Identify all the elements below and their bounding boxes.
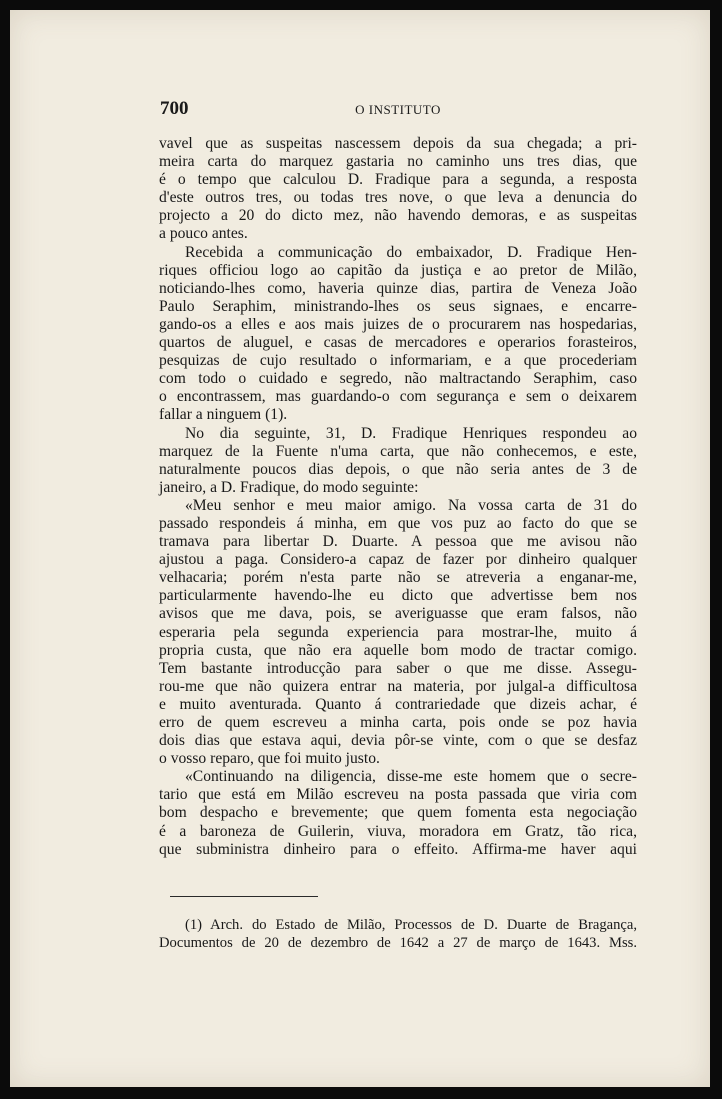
text-line: o encontrassem, mas guardando-o com segurança e sem o deixarem xyxy=(159,388,637,406)
text-line: Paulo Seraphim, ministrando-lhes os seus signaes, e encarre- xyxy=(159,297,637,315)
text-line: esperaria pela segunda experiencia para mostrar-lhe, muito á xyxy=(159,623,637,641)
text-line: velhacaria; porém n'esta parte não se atreveria a enganar-me, xyxy=(159,569,637,587)
book-page xyxy=(10,10,710,1087)
running-title: O INSTITUTO xyxy=(355,102,441,117)
text-line: que subministra dinheiro para o effeito. Affirma-me haver aqui xyxy=(159,840,637,858)
footnote-line: Documentos de 20 de dezembro de 1642 a 27 de março de 1643. Mss. xyxy=(159,935,637,952)
footnote-line: (1) Arch. do Estado de Milão, Processos de D. Duarte de Bragança, xyxy=(185,917,637,933)
text-line: erro de quem escreveu a minha carta, pois onde se poz havia xyxy=(159,714,637,731)
footnote-divider xyxy=(170,896,318,897)
text-line: particularmente havendo-lhe eu dicto que advertisse bem nos xyxy=(159,587,637,605)
text-line: naturalmente poucos dias depois, o que não seria antes de 3 de xyxy=(159,460,637,478)
text-line: «Continuando na diligencia, disse-me este homem que o secre- xyxy=(185,768,637,786)
footnote xyxy=(159,917,637,953)
text-line: pesquizas de cujo resultado o informariam, e a que procederiam xyxy=(159,352,637,370)
text-line: vavel que as suspeitas nascessem depois da sua chegada; a pri- xyxy=(159,135,637,152)
running-head xyxy=(160,98,636,122)
text-line: Recebida a communicação do embaixador, D. Fradique Hen- xyxy=(185,243,637,261)
text-line: bom despacho e brevemente; que quem fomenta esta negociação xyxy=(159,804,637,822)
text-line: é a baroneza de Guilerin, viuva, moradora em Gratz, tão rica, xyxy=(159,822,637,840)
text-line: a pouco antes. xyxy=(159,225,248,243)
text-line: riques officiou logo ao capitão da justiça e ao pretor de Milão, xyxy=(159,261,637,279)
text-line: Tem bastante introducção para saber o que me disse. Assegu- xyxy=(159,659,637,677)
text-line: avisos que me dava, pois, se averiguasse que eram falsos, não xyxy=(159,605,637,623)
text-line: o vosso reparo, que foi muito justo. xyxy=(159,750,380,768)
text-line: dois dias que estava aqui, devia pôr-se vinte, com o que se desfaz xyxy=(159,732,637,750)
text-line: d'este outros tres, ou todas tres nove, o que leva a denuncia do xyxy=(159,189,637,207)
text-line: tario que está em Milão escreveu na posta passada que viria com xyxy=(159,786,637,804)
text-line: quartos de aluguel, e casas de mercadores e operarios forasteiros, xyxy=(159,334,637,352)
text-line: é o tempo que calculou D. Fradique para a segunda, a resposta xyxy=(159,171,637,189)
body-text xyxy=(159,135,637,859)
text-line: fallar a ninguem (1). xyxy=(159,406,288,424)
text-line: e muito aventurada. Quanto á contrariedade que dizeis achar, é xyxy=(159,695,637,713)
text-line: propria custa, que não era aquelle bom modo de tractar comigo. xyxy=(159,641,637,659)
text-line: gando-os a elles e aos mais juizes de o procurarem nas hospedarias, xyxy=(159,315,637,333)
text-line: rou-me que não quizera entrar na materia, por julgal-a difficultosa xyxy=(159,677,637,695)
text-line: marquez de la Fuente n'uma carta, que não conhecemos, e este, xyxy=(159,442,637,460)
text-line: passado respondeis á minha, em que vos puz ao facto do que se xyxy=(159,514,637,532)
page-number: 700 xyxy=(160,98,189,119)
text-line: projecto a 20 do dicto mez, não havendo demoras, e as suspeitas xyxy=(159,207,637,225)
text-line: noticiando-lhes como, haveria quinze dias, partira de Veneza João xyxy=(159,279,637,297)
text-line: janeiro, a D. Fradique, do modo seguinte: xyxy=(159,478,419,496)
text-line: No dia seguinte, 31, D. Fradique Henriques respondeu ao xyxy=(185,424,637,442)
text-line: tramava para libertar D. Duarte. A pessoa que me avisou não xyxy=(159,533,637,551)
text-line: meira carta do marquez gastaria no caminho uns tres dias, que xyxy=(159,153,637,171)
text-line: ajustou a paga. Considero-a capaz de fazer por dinheiro qualquer xyxy=(159,551,637,569)
text-line: «Meu senhor e meu maior amigo. Na vossa carta de 31 do xyxy=(185,496,637,514)
text-line: com todo o cuidado e segredo, não maltractando Seraphim, caso xyxy=(159,370,637,388)
